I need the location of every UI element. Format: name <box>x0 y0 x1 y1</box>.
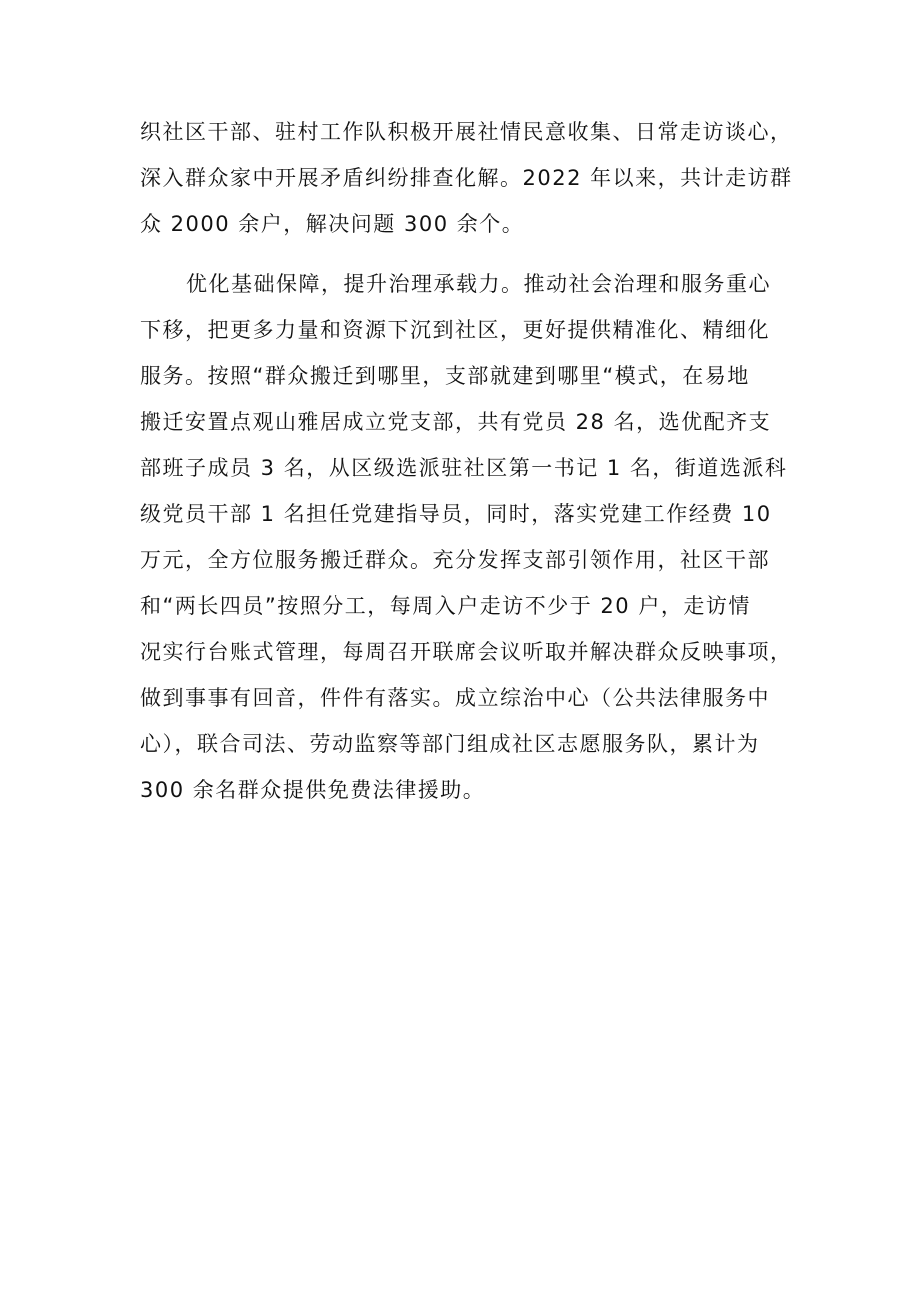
text-line: 做到事事有回音，件件有落实。成立综治中心（公共法律服务中 <box>140 686 770 710</box>
text-line: 服务。按照“群众搬迁到哪里，支部就建到哪里“模式，在易地 <box>140 364 750 388</box>
text-line: 心），联合司法、劳动监察等部门组成社区志愿服务队，累计为 <box>140 732 760 756</box>
document-body <box>140 109 793 813</box>
text-line: 优化基础保障，提升治理承载力。推动社会治理和服务重心 <box>186 272 771 296</box>
text-line: 深入群众家中开展矛盾纠纷排查化解。2022 年以来，共计走访群 <box>140 166 793 190</box>
text-line: 万元，全方位服务搬迁群众。充分发挥支部引领作用，社区干部 <box>140 548 770 572</box>
text-line: 搬迁安置点观山雅居成立党支部，共有党员 28 名，选优配齐支 <box>140 410 772 434</box>
text-line: 部班子成员 3 名，从区级选派驻社区第一书记 1 名，街道选派科 <box>140 456 788 480</box>
text-line: 级党员干部 1 名担任党建指导员，同时，落实党建工作经费 10 <box>140 502 772 526</box>
text-line: 下移，把更多力量和资源下沉到社区，更好提供精准化、精细化 <box>140 318 770 342</box>
text-line: 况实行台账式管理，每周召开联席会议听取并解决群众反映事项， <box>140 640 793 664</box>
paragraph-2 <box>140 261 793 813</box>
text-line: 织社区干部、驻村工作队积极开展社情民意收集、日常走访谈心， <box>140 120 793 144</box>
text-line: 和“两长四员”按照分工，每周入户走访不少于 20 户，走访情 <box>140 594 751 618</box>
text-line: 众 2000 余户，解决问题 300 余个。 <box>140 212 525 236</box>
paragraph-1 <box>140 109 793 247</box>
text-line: 300 余名群众提供免费法律援助。 <box>140 778 486 802</box>
